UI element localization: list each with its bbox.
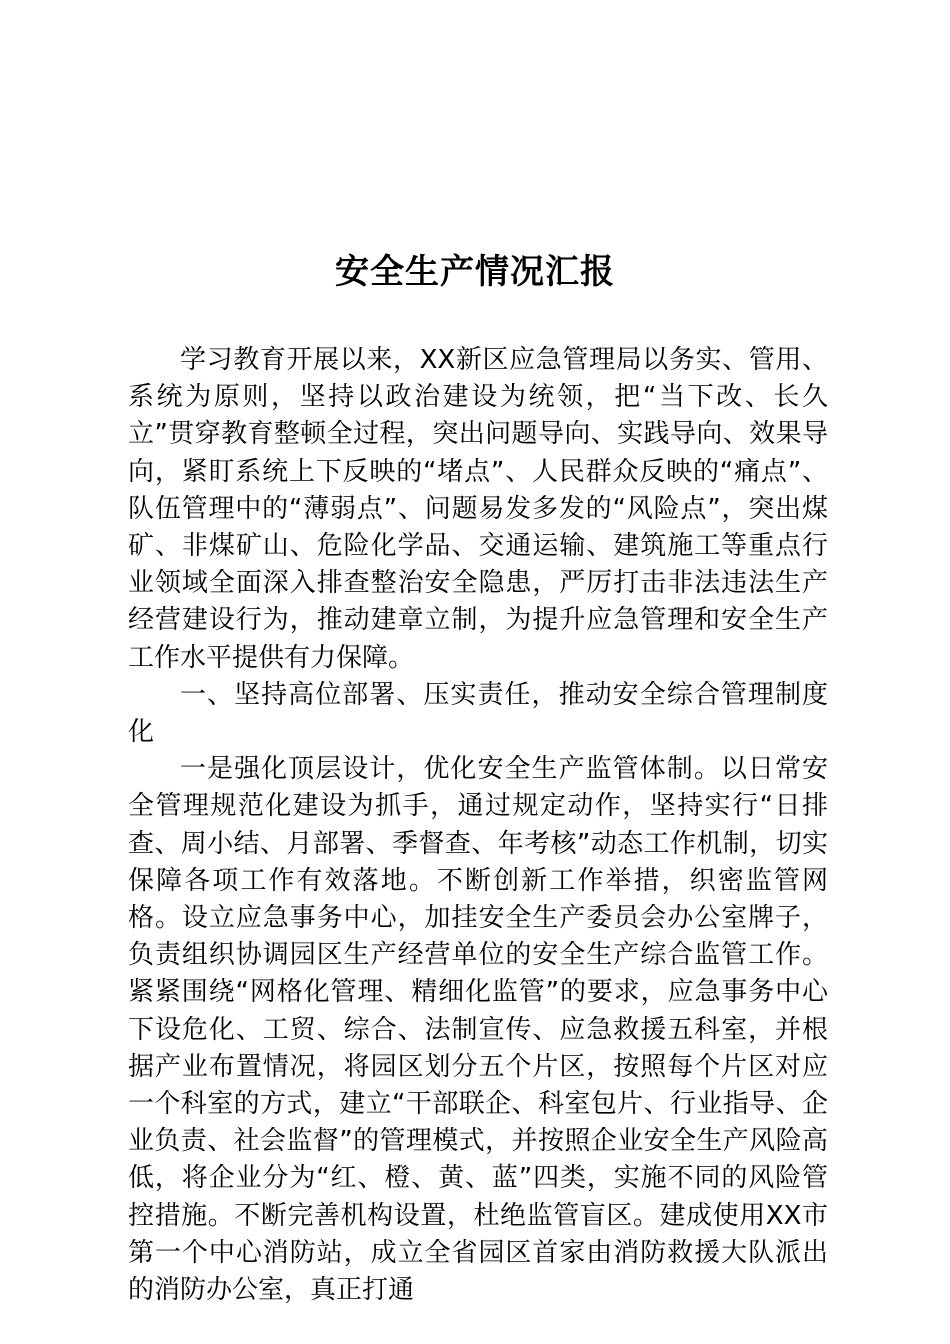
document-title: 安全生产情况汇报 bbox=[335, 252, 615, 292]
section-paragraph-1: 一是强化顶层设计，优化安全生产监管体制。以日常安全管理规范化建设为抓手，通过规定动作，坚持实行“日排查、周小结、月部署、季督查、年考核”动态工作机制，切实保障各项工作有效落地。不断创新工作举措，织密监管网格。设立应急事务中心，加挂安全生产委员会办公室牌子，负责组织协调园区生产经营单位的安全生产综合监管工作。紧紧围绕“网格化管理、精细化监管”的要求，应急事务中心下设危化、工贸、综合、法制宣传、应急救援五科室，并根据产业布置情况，将园区划分五个片区，按照每个片区对应一个科室的方式，建立“干部联企、科室包片、行业指导、企业负责、社会监督”的管理模式，并按照企业安全生产风险高低，将企业分为“红、橙、黄、蓝”四类，实施不同的风险管控措施。不断完善机构设置，杜绝监管盲区。建成使用XX市第一个中心消防站，成立全省园区首家由消防救援大队派出的消防办公室，真正打通 bbox=[128, 754, 828, 1306]
document-body bbox=[128, 342, 828, 1309]
section-heading-1: 一、坚持高位部署、压实责任，推动安全综合管理制度化 bbox=[128, 679, 828, 748]
intro-paragraph: 学习教育开展以来，XX新区应急管理局以务实、管用、系统为原则，坚持以政治建设为统领，把“当下改、长久立”贯穿教育整顿全过程，突出问题导向、实践导向、效果导向，紧盯系统上下反映的“堵点”、人民群众反映的“痛点”、队伍管理中的“薄弱点”、问题易发多发的“风险点”，突出煤矿、非煤矿山、危险化学品、交通运输、建筑施工等重点行业领域全面深入排查整治安全隐患，严厉打击非法违法生产经营建设行为，推动建章立制，为提升应急管理和安全生产工作水平提供有力保障。 bbox=[128, 345, 828, 673]
